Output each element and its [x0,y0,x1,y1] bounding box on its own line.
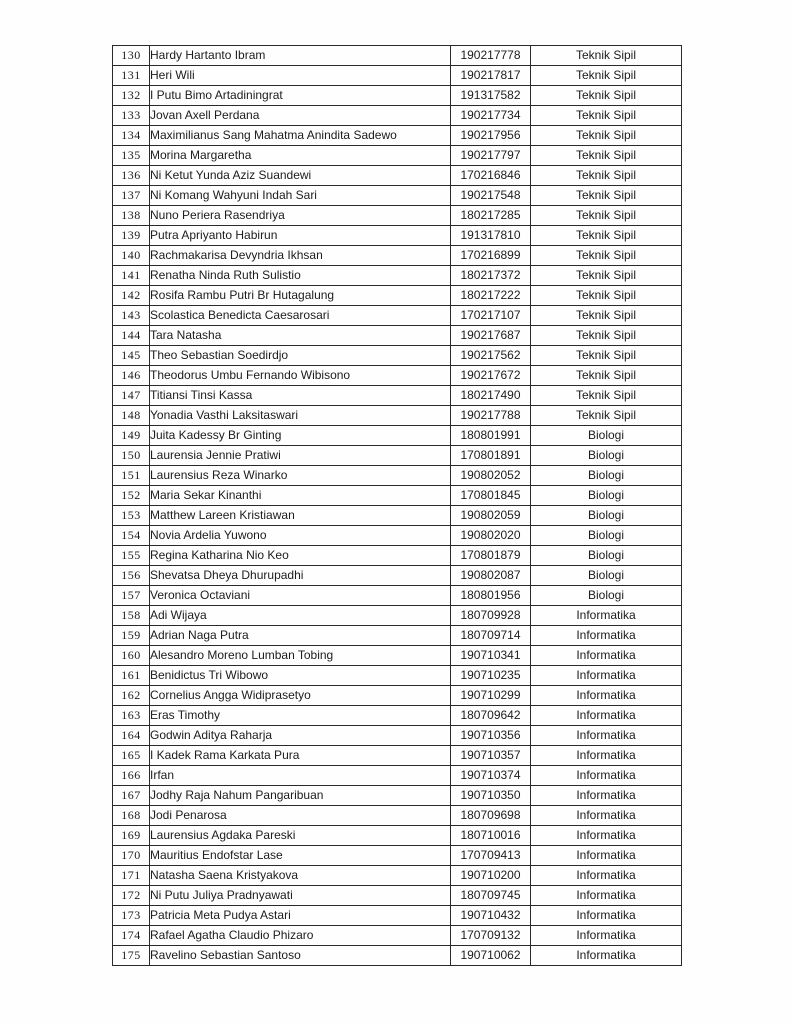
student-name-cell: Veronica Octaviani [150,586,451,606]
student-id-cell: 190217672 [451,366,531,386]
major-cell: Informatika [531,886,682,906]
student-id-cell: 180709745 [451,886,531,906]
student-name-cell: Laurensius Agdaka Pareski [150,826,451,846]
row-number-cell: 144 [113,326,150,346]
student-name-cell: Morina Margaretha [150,146,451,166]
student-name-cell: Novia Ardelia Yuwono [150,526,451,546]
student-name-cell: Cornelius Angga Widiprasetyo [150,686,451,706]
student-name-cell: Benidictus Tri Wibowo [150,666,451,686]
student-name-cell: Titiansi Tinsi Kassa [150,386,451,406]
student-name-cell: Irfan [150,766,451,786]
student-name-cell: Adrian Naga Putra [150,626,451,646]
major-cell: Informatika [531,766,682,786]
major-cell: Informatika [531,806,682,826]
student-id-cell: 170709132 [451,926,531,946]
student-name-cell: Tara Natasha [150,326,451,346]
student-id-cell: 180709642 [451,706,531,726]
major-cell: Teknik Sipil [531,306,682,326]
student-name-cell: Alesandro Moreno Lumban Tobing [150,646,451,666]
student-id-cell: 190217734 [451,106,531,126]
major-cell: Biologi [531,566,682,586]
row-number-cell: 167 [113,786,150,806]
table-row [113,306,682,326]
row-number-cell: 141 [113,266,150,286]
row-number-cell: 138 [113,206,150,226]
student-id-cell: 170801845 [451,486,531,506]
row-number-cell: 147 [113,386,150,406]
major-cell: Teknik Sipil [531,326,682,346]
student-name-cell: Juita Kadessy Br Ginting [150,426,451,446]
major-cell: Informatika [531,906,682,926]
table-row [113,946,682,966]
row-number-cell: 171 [113,866,150,886]
student-id-cell: 180801991 [451,426,531,446]
table-row [113,386,682,406]
major-cell: Teknik Sipil [531,386,682,406]
major-cell: Informatika [531,606,682,626]
row-number-cell: 152 [113,486,150,506]
student-name-cell: Theo Sebastian Soedirdjo [150,346,451,366]
major-cell: Teknik Sipil [531,266,682,286]
major-cell: Teknik Sipil [531,346,682,366]
student-name-cell: Jodhy Raja Nahum Pangaribuan [150,786,451,806]
row-number-cell: 140 [113,246,150,266]
student-id-cell: 190217687 [451,326,531,346]
major-cell: Biologi [531,466,682,486]
table-row [113,646,682,666]
student-id-cell: 190710341 [451,646,531,666]
table-row [113,726,682,746]
table-row [113,846,682,866]
major-cell: Biologi [531,446,682,466]
student-id-cell: 190802020 [451,526,531,546]
student-id-cell: 190217797 [451,146,531,166]
table-row [113,686,682,706]
row-number-cell: 133 [113,106,150,126]
student-id-cell: 170709413 [451,846,531,866]
row-number-cell: 142 [113,286,150,306]
row-number-cell: 134 [113,126,150,146]
row-number-cell: 169 [113,826,150,846]
student-name-cell: Patricia Meta Pudya Astari [150,906,451,926]
student-name-cell: I Kadek Rama Karkata Pura [150,746,451,766]
table-row [113,826,682,846]
student-id-cell: 190802059 [451,506,531,526]
student-name-cell: I Putu Bimo Artadiningrat [150,86,451,106]
major-cell: Informatika [531,666,682,686]
row-number-cell: 175 [113,946,150,966]
row-number-cell: 163 [113,706,150,726]
table-row [113,806,682,826]
major-cell: Informatika [531,626,682,646]
student-id-cell: 180217222 [451,286,531,306]
major-cell: Teknik Sipil [531,226,682,246]
student-name-cell: Shevatsa Dheya Dhurupadhi [150,566,451,586]
major-cell: Teknik Sipil [531,66,682,86]
row-number-cell: 174 [113,926,150,946]
major-cell: Biologi [531,506,682,526]
row-number-cell: 154 [113,526,150,546]
student-id-cell: 180217285 [451,206,531,226]
row-number-cell: 136 [113,166,150,186]
row-number-cell: 155 [113,546,150,566]
student-id-cell: 190710356 [451,726,531,746]
student-id-cell: 190710062 [451,946,531,966]
student-id-cell: 180217490 [451,386,531,406]
row-number-cell: 135 [113,146,150,166]
table-row [113,426,682,446]
row-number-cell: 161 [113,666,150,686]
student-id-cell: 170801891 [451,446,531,466]
table-row [113,126,682,146]
major-cell: Teknik Sipil [531,206,682,226]
student-name-cell: Heri Wili [150,66,451,86]
student-name-cell: Scolastica Benedicta Caesarosari [150,306,451,326]
student-id-cell: 180709698 [451,806,531,826]
major-cell: Teknik Sipil [531,406,682,426]
table-row [113,226,682,246]
row-number-cell: 150 [113,446,150,466]
table-row [113,326,682,346]
student-roster-table [112,45,682,966]
student-name-cell: Godwin Aditya Raharja [150,726,451,746]
table-row [113,886,682,906]
row-number-cell: 139 [113,226,150,246]
student-name-cell: Matthew Lareen Kristiawan [150,506,451,526]
student-name-cell: Jovan Axell Perdana [150,106,451,126]
major-cell: Informatika [531,686,682,706]
major-cell: Informatika [531,726,682,746]
row-number-cell: 153 [113,506,150,526]
student-id-cell: 190710432 [451,906,531,926]
student-name-cell: Renatha Ninda Ruth Sulistio [150,266,451,286]
table-row [113,46,682,66]
table-row [113,406,682,426]
student-name-cell: Yonadia Vasthi Laksitaswari [150,406,451,426]
student-name-cell: Laurensius Reza Winarko [150,466,451,486]
major-cell: Teknik Sipil [531,366,682,386]
student-id-cell: 170217107 [451,306,531,326]
major-cell: Biologi [531,546,682,566]
table-row [113,506,682,526]
table-row [113,526,682,546]
student-name-cell: Putra Apriyanto Habirun [150,226,451,246]
student-id-cell: 180709714 [451,626,531,646]
student-name-cell: Maximilianus Sang Mahatma Anindita Sadewo [150,126,451,146]
student-id-cell: 180709928 [451,606,531,626]
row-number-cell: 148 [113,406,150,426]
table-row [113,466,682,486]
table-row [113,266,682,286]
roster-body [113,46,682,966]
major-cell: Informatika [531,786,682,806]
student-name-cell: Natasha Saena Kristyakova [150,866,451,886]
major-cell: Informatika [531,926,682,946]
table-row [113,366,682,386]
table-row [113,186,682,206]
row-number-cell: 156 [113,566,150,586]
row-number-cell: 131 [113,66,150,86]
table-row [113,546,682,566]
student-id-cell: 190710350 [451,786,531,806]
student-id-cell: 170216846 [451,166,531,186]
table-row [113,586,682,606]
student-name-cell: Nuno Periera Rasendriya [150,206,451,226]
major-cell: Informatika [531,706,682,726]
student-id-cell: 180710016 [451,826,531,846]
major-cell: Teknik Sipil [531,286,682,306]
student-name-cell: Laurensia Jennie Pratiwi [150,446,451,466]
table-row [113,166,682,186]
student-name-cell: Eras Timothy [150,706,451,726]
student-id-cell: 170216899 [451,246,531,266]
major-cell: Informatika [531,946,682,966]
table-row [113,106,682,126]
student-name-cell: Adi Wijaya [150,606,451,626]
student-name-cell: Rosifa Rambu Putri Br Hutagalung [150,286,451,306]
table-row [113,566,682,586]
student-name-cell: Ni Ketut Yunda Aziz Suandewi [150,166,451,186]
student-name-cell: Ravelino Sebastian Santoso [150,946,451,966]
student-id-cell: 180217372 [451,266,531,286]
student-id-cell: 190710357 [451,746,531,766]
row-number-cell: 157 [113,586,150,606]
student-name-cell: Rachmakarisa Devyndria Ikhsan [150,246,451,266]
student-name-cell: Hardy Hartanto Ibram [150,46,451,66]
student-id-cell: 190217956 [451,126,531,146]
major-cell: Biologi [531,426,682,446]
row-number-cell: 149 [113,426,150,446]
table-row [113,906,682,926]
row-number-cell: 173 [113,906,150,926]
student-id-cell: 190802087 [451,566,531,586]
major-cell: Informatika [531,826,682,846]
table-row [113,706,682,726]
table-row [113,286,682,306]
student-id-cell: 190710235 [451,666,531,686]
major-cell: Teknik Sipil [531,46,682,66]
student-id-cell: 190217788 [451,406,531,426]
row-number-cell: 172 [113,886,150,906]
major-cell: Biologi [531,486,682,506]
row-number-cell: 158 [113,606,150,626]
table-row [113,206,682,226]
row-number-cell: 130 [113,46,150,66]
major-cell: Informatika [531,746,682,766]
student-id-cell: 180801956 [451,586,531,606]
row-number-cell: 162 [113,686,150,706]
student-id-cell: 190217562 [451,346,531,366]
row-number-cell: 165 [113,746,150,766]
student-id-cell: 170801879 [451,546,531,566]
table-row [113,766,682,786]
table-row [113,146,682,166]
major-cell: Teknik Sipil [531,166,682,186]
major-cell: Teknik Sipil [531,246,682,266]
student-name-cell: Ni Putu Juliya Pradnyawati [150,886,451,906]
table-row [113,626,682,646]
major-cell: Teknik Sipil [531,106,682,126]
row-number-cell: 160 [113,646,150,666]
student-id-cell: 190217548 [451,186,531,206]
student-id-cell: 190710200 [451,866,531,886]
row-number-cell: 159 [113,626,150,646]
table-row [113,606,682,626]
major-cell: Biologi [531,586,682,606]
student-id-cell: 191317582 [451,86,531,106]
row-number-cell: 168 [113,806,150,826]
major-cell: Teknik Sipil [531,146,682,166]
student-id-cell: 190217778 [451,46,531,66]
table-row [113,666,682,686]
table-row [113,86,682,106]
major-cell: Informatika [531,846,682,866]
major-cell: Informatika [531,866,682,886]
row-number-cell: 145 [113,346,150,366]
table-row [113,926,682,946]
student-name-cell: Maria Sekar Kinanthi [150,486,451,506]
major-cell: Informatika [531,646,682,666]
student-id-cell: 190710374 [451,766,531,786]
row-number-cell: 166 [113,766,150,786]
student-name-cell: Mauritius Endofstar Lase [150,846,451,866]
student-id-cell: 191317810 [451,226,531,246]
row-number-cell: 170 [113,846,150,866]
student-name-cell: Regina Katharina Nio Keo [150,546,451,566]
major-cell: Teknik Sipil [531,186,682,206]
row-number-cell: 143 [113,306,150,326]
student-name-cell: Theodorus Umbu Fernando Wibisono [150,366,451,386]
table-row [113,66,682,86]
student-id-cell: 190710299 [451,686,531,706]
row-number-cell: 151 [113,466,150,486]
row-number-cell: 164 [113,726,150,746]
major-cell: Teknik Sipil [531,86,682,106]
table-row [113,486,682,506]
table-row [113,786,682,806]
student-name-cell: Ni Komang Wahyuni Indah Sari [150,186,451,206]
row-number-cell: 146 [113,366,150,386]
row-number-cell: 132 [113,86,150,106]
student-id-cell: 190802052 [451,466,531,486]
major-cell: Biologi [531,526,682,546]
table-row [113,346,682,366]
table-row [113,746,682,766]
table-row [113,866,682,886]
table-row [113,246,682,266]
student-name-cell: Rafael Agatha Claudio Phizaro [150,926,451,946]
row-number-cell: 137 [113,186,150,206]
table-row [113,446,682,466]
student-id-cell: 190217817 [451,66,531,86]
student-name-cell: Jodi Penarosa [150,806,451,826]
major-cell: Teknik Sipil [531,126,682,146]
